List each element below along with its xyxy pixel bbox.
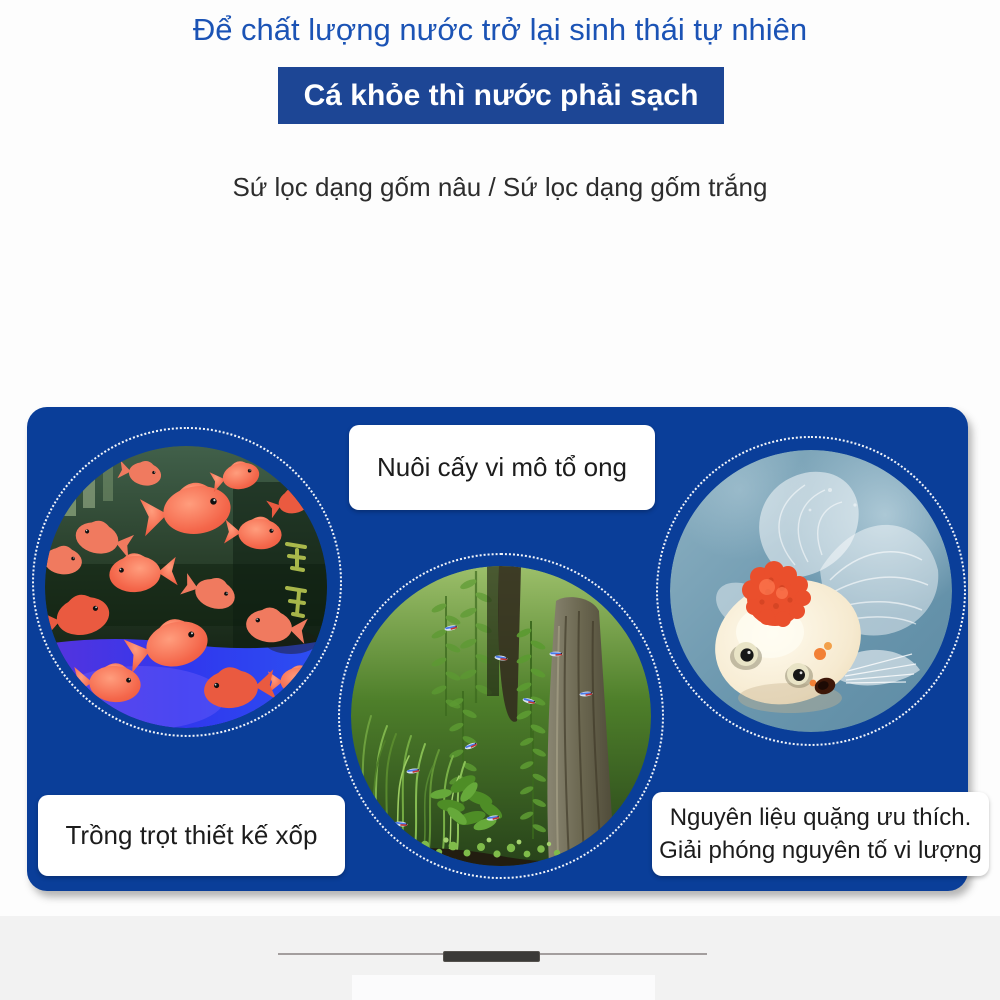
label-mineral-release [652, 792, 989, 876]
label-mineral-release-line1: Nguyên liệu quặng ưu thích. [669, 804, 972, 831]
feature-panel [27, 407, 982, 891]
page-title: Để chất lượng nước trở lại sinh thái tự nhiên [192, 12, 808, 47]
parrot-cichlids-photo [45, 446, 327, 728]
next-section-edge [352, 975, 655, 1000]
planted-tank-photo [351, 566, 651, 866]
scroll-handle[interactable] [443, 951, 540, 962]
slogan-banner [278, 67, 724, 124]
label-mineral-release-line2: Giải phóng nguyên tố vi lượng [659, 837, 982, 864]
label-honeycomb-culture [349, 425, 655, 510]
label-porous-design-text: Trồng trọt thiết kế xốp [65, 820, 318, 850]
goldfish-photo [670, 450, 952, 732]
slogan-banner-label: Cá khỏe thì nước phải sạch [303, 78, 699, 112]
label-honeycomb-culture-text: Nuôi cấy vi mô tổ ong [376, 452, 627, 482]
label-porous-design [38, 795, 345, 876]
product-variants-subtitle: Sứ lọc dạng gốm nâu / Sứ lọc dạng gốm trắng [232, 172, 768, 202]
